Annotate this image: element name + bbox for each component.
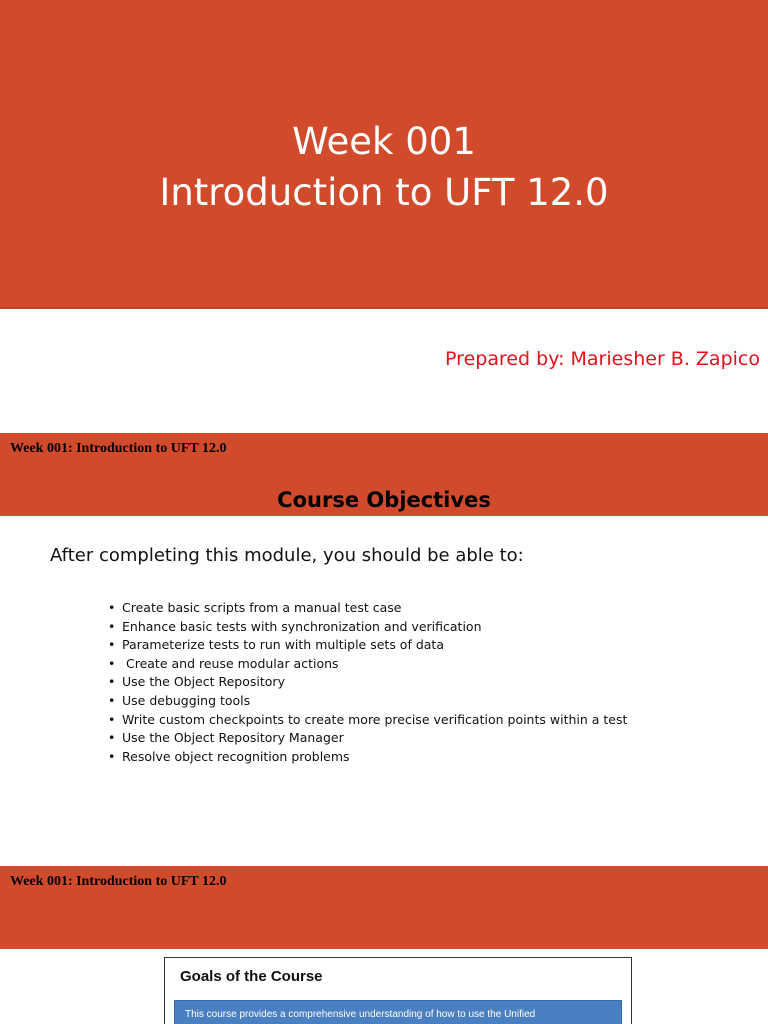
objectives-heading: Course Objectives [277,488,491,512]
objectives-intro: After completing this module, you should be able to: [50,545,524,566]
objective-text: Create basic scripts from a manual test case [122,600,402,615]
objective-text: Create and reuse modular actions [122,655,339,671]
list-item [108,655,748,674]
objective-text: Resolve object recognition problems [122,748,350,764]
slide-title [0,116,768,218]
goals-slide [0,866,768,1024]
bullet-icon: • [108,692,116,708]
bullet-icon: • [108,748,116,764]
objectives-slide [0,433,768,842]
objective-text: Use the Object Repository [122,674,285,690]
bullet-icon: • [108,674,116,690]
bullet-icon: • [108,655,116,671]
week-label: Week 001: Introduction to UFT 12.0 [10,441,227,456]
goals-title: Goals of the Course [180,968,323,985]
objectives-list [108,599,748,766]
bullet-icon: • [108,730,116,746]
goals-panel [164,957,632,1024]
objective-text: Use debugging tools [122,692,251,708]
title-line-topic: Introduction to UFT 12.0 [159,171,609,214]
list-item [108,618,748,637]
week-label: Week 001: Introduction to UFT 12.0 [10,874,227,889]
bullet-icon: • [108,637,116,653]
title-line-week: Week 001 [292,120,476,163]
list-item [108,748,748,767]
objective-text: Parameterize tests to run with multiple sets of data [122,637,444,653]
title-slide [0,0,768,392]
bullet-icon: • [108,618,116,634]
objective-text: Use the Object Repository Manager [122,730,344,746]
objective-text: Write custom checkpoints to create more precise verification points within a test [122,711,628,727]
list-item [108,599,748,618]
list-item [108,711,748,730]
goals-description-box [174,1000,622,1024]
author-credit: Prepared by: Mariesher B. Zapico [445,348,760,370]
bullet-icon: • [108,711,116,727]
list-item [108,729,748,748]
list-item [108,673,748,692]
bullet-icon: • [108,600,116,615]
objective-text: Enhance basic tests with synchronization and verification [122,618,482,634]
list-item [108,636,748,655]
list-item [108,692,748,711]
goals-description: This course provides a comprehensive understanding of how to use the Unified [185,1009,536,1020]
